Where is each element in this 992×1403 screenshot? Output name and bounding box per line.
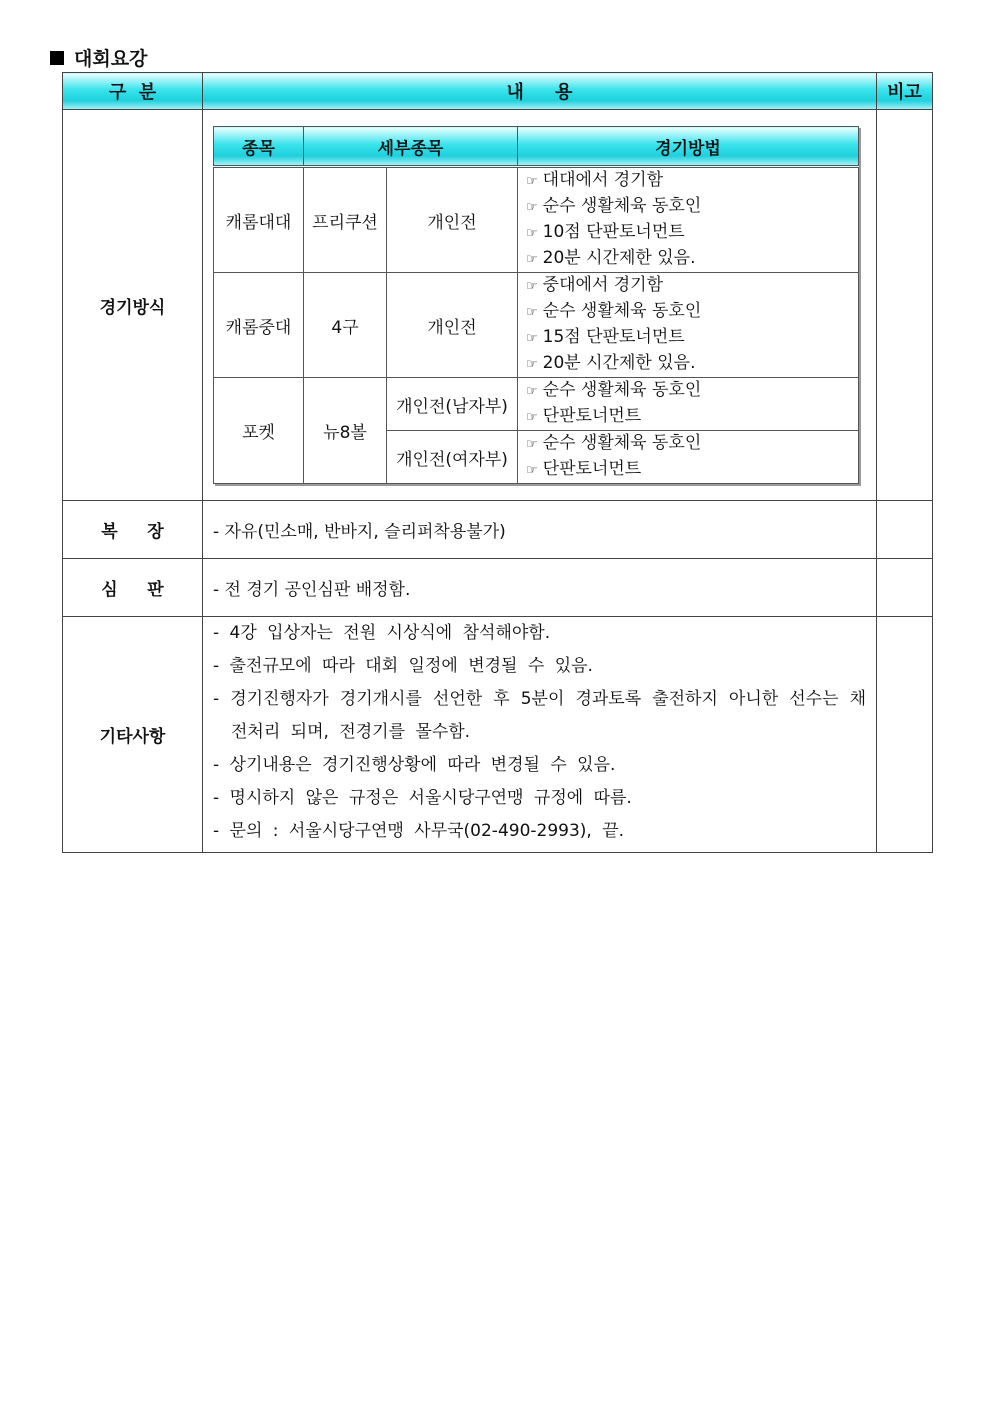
category-referee: 심 판 — [63, 559, 203, 617]
pointing-hand-icon: ☞ — [526, 200, 538, 215]
pointing-hand-icon: ☞ — [526, 357, 538, 372]
etc-item: - 문의 : 서울시당구연맹 사무국(02-490-2993), 끝. — [213, 821, 625, 841]
pointing-hand-icon: ☞ — [526, 279, 538, 294]
type-cell: 개인전(여자부) — [387, 431, 518, 484]
method-line: ☞ 순수 생활체육 동호인 — [526, 433, 702, 453]
header-remarks: 비고 — [877, 73, 933, 110]
method-line: ☞ 중대에서 경기함 — [526, 275, 664, 295]
type-cell: 개인전 — [387, 167, 518, 273]
etc-item: - 명시하지 않은 규정은 서울시당구연맹 규정에 따름. — [213, 788, 632, 808]
header-category: 구 분 — [63, 73, 203, 110]
remarks-cell — [877, 617, 933, 853]
method-line: ☞ 단판토너먼트 — [526, 406, 642, 426]
etc-item: - 4강 입상자는 전원 시상식에 참석해야함. — [213, 623, 551, 643]
etc-content — [203, 617, 877, 853]
type-cell: 개인전 — [387, 273, 518, 378]
game-method-content — [203, 110, 877, 501]
method-line: ☞ 10점 단판토너먼트 — [526, 222, 685, 242]
inner-header-sub: 세부종목 — [304, 127, 518, 167]
pointing-hand-icon: ☞ — [526, 331, 538, 346]
tournament-outline-table — [62, 72, 933, 853]
pointing-hand-icon: ☞ — [526, 174, 538, 189]
method-line: ☞ 순수 생활체육 동호인 — [526, 196, 702, 216]
sub-event-cell: 4구 — [304, 273, 387, 378]
pointing-hand-icon: ☞ — [526, 305, 538, 320]
remarks-cell — [877, 501, 933, 559]
game-method-table — [213, 126, 859, 484]
etc-item: - 상기내용은 경기진행상황에 따라 변경될 수 있음. — [213, 755, 616, 775]
pointing-hand-icon: ☞ — [526, 437, 538, 452]
sub-event-cell: 프리쿠션 — [304, 167, 387, 273]
header-content: 내 용 — [203, 73, 877, 110]
inner-header-method: 경기방법 — [518, 127, 859, 167]
attire-text: - 자유(민소매, 반바지, 슬리퍼착용불가) — [203, 501, 877, 559]
event-cell: 캐롬중대 — [214, 273, 304, 378]
pointing-hand-icon: ☞ — [526, 463, 538, 478]
method-line: ☞ 순수 생활체육 동호인 — [526, 380, 702, 400]
section-title — [50, 44, 147, 71]
method-line: ☞ 순수 생활체육 동호인 — [526, 301, 702, 321]
event-cell: 캐롬대대 — [214, 167, 304, 273]
method-line: ☞ 20분 시간제한 있음. — [526, 353, 696, 373]
method-cell — [518, 273, 859, 378]
sub-event-cell: 뉴8볼 — [304, 378, 387, 484]
etc-item: - 출전규모에 따라 대회 일정에 변경될 수 있음. — [213, 656, 593, 676]
method-cell — [518, 378, 859, 431]
remarks-cell — [877, 110, 933, 501]
inner-header-event: 종목 — [214, 127, 304, 167]
method-cell — [518, 167, 859, 273]
method-cell — [518, 431, 859, 484]
pointing-hand-icon: ☞ — [526, 226, 538, 241]
black-square-icon — [50, 51, 64, 65]
type-cell: 개인전(남자부) — [387, 378, 518, 431]
pointing-hand-icon: ☞ — [526, 410, 538, 425]
remarks-cell — [877, 559, 933, 617]
method-line: ☞ 대대에서 경기함 — [526, 170, 664, 190]
category-etc: 기타사항 — [63, 617, 203, 853]
category-attire: 복 장 — [63, 501, 203, 559]
pointing-hand-icon: ☞ — [526, 252, 538, 267]
method-line: ☞ 20분 시간제한 있음. — [526, 248, 696, 268]
method-line: ☞ 단판토너먼트 — [526, 459, 642, 479]
referee-text: - 전 경기 공인심판 배정함. — [203, 559, 877, 617]
event-cell: 포켓 — [214, 378, 304, 484]
etc-item: - 경기진행자가 경기개시를 선언한 후 5분이 경과토록 출전하지 아니한 선수는 채전처리 되며, 전경기를 몰수함. — [213, 689, 866, 742]
section-title-text: 대회요강 — [74, 48, 148, 70]
pointing-hand-icon: ☞ — [526, 384, 538, 399]
category-game-method: 경기방식 — [63, 110, 203, 501]
method-line: ☞ 15점 단판토너먼트 — [526, 327, 685, 347]
